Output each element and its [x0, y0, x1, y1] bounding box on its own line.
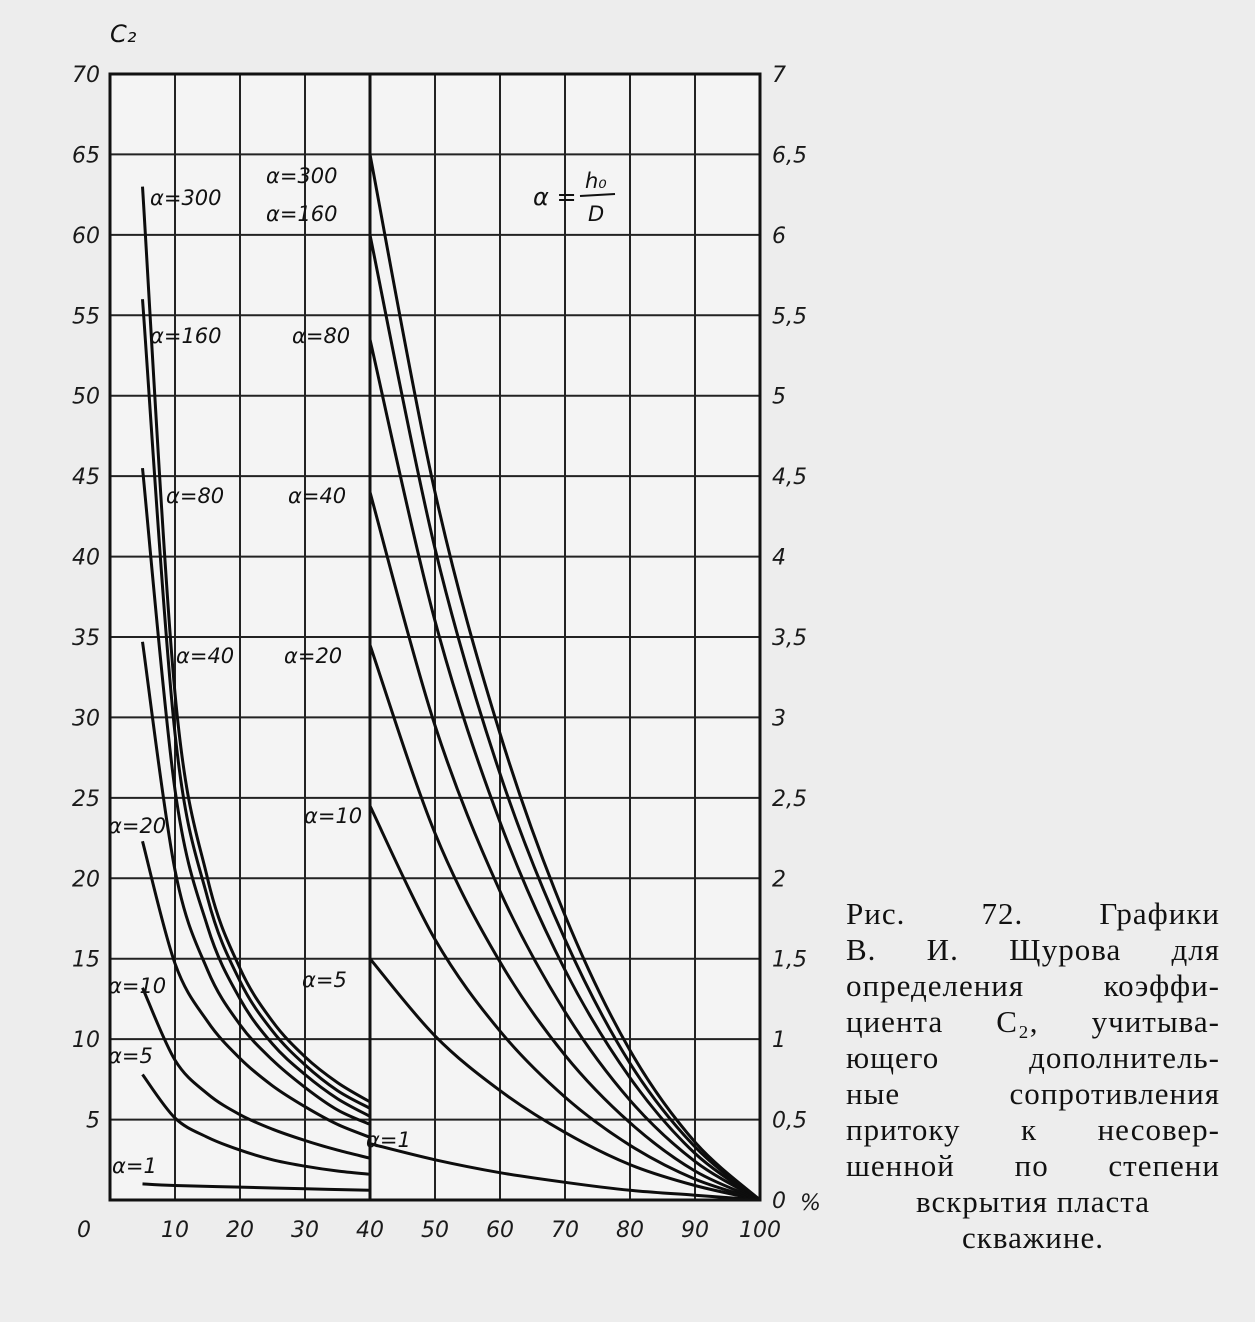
y-right-tick-label: 0: [772, 1189, 786, 1214]
x-unit-label: %: [800, 1191, 821, 1216]
caption-line: шенной по степени: [846, 1148, 1220, 1183]
caption-line: Рис. 72. Графики: [846, 896, 1220, 931]
curve-label-left: α=1: [112, 1154, 157, 1178]
y-left-tick-label: 35: [72, 626, 100, 651]
curve-label-right: α=20: [284, 644, 343, 668]
y-right-tick-label: 1,5: [772, 947, 807, 973]
y-left-tick-label: 45: [72, 465, 100, 491]
curve-label-right: α=300: [266, 164, 338, 188]
caption-line: циента C₂, учитыва-: [846, 1004, 1220, 1039]
formula-lhs: α =: [533, 183, 577, 211]
y-right-tick-label: 3,5: [772, 626, 807, 651]
y-left-tick-label: 40: [72, 545, 100, 571]
x-tick-label: 60: [486, 1218, 514, 1243]
curve-label-left: α=10: [108, 974, 167, 998]
y-right-tick-label: 7: [772, 63, 786, 88]
x-tick-label: 80: [616, 1218, 644, 1243]
curve-label-right: α=80: [292, 324, 351, 348]
curve-label-right: α=40: [288, 484, 347, 508]
curve-label-left: α=20: [108, 814, 167, 838]
y-left-tick-label: 5: [86, 1108, 100, 1134]
y-right-tick-label: 6,5: [772, 143, 807, 169]
x-tick-label: 30: [291, 1218, 319, 1243]
x-tick-label: 40: [356, 1218, 384, 1243]
y-right-tick-labels: [772, 63, 807, 1214]
curve-label-right: α=160: [266, 202, 338, 226]
caption-line: ющего дополнитель-: [846, 1040, 1220, 1075]
y-left-tick-label: 65: [72, 143, 100, 169]
y-left-tick-label: 70: [72, 63, 100, 88]
x-tick-labels: [77, 1218, 781, 1243]
figure-caption: [846, 896, 1220, 1256]
y-left-tick-label: 15: [72, 947, 100, 973]
curve-label-left: α=80: [166, 484, 225, 508]
caption-line: определения коэффи-: [846, 968, 1220, 1003]
y-left-tick-label: 20: [72, 867, 100, 893]
y-right-tick-label: 4: [772, 545, 786, 571]
y-right-tick-label: 5: [772, 384, 786, 410]
y-axis-title: C₂: [110, 20, 137, 48]
x-tick-label: 10: [161, 1218, 189, 1243]
y-right-tick-label: 5,5: [772, 304, 807, 330]
y-left-tick-label: 30: [72, 706, 100, 732]
caption-line: скважине.: [962, 1220, 1104, 1255]
caption-line: ные сопротивления: [846, 1076, 1220, 1111]
curve-label-right: α=1: [366, 1128, 411, 1152]
curve-label-left: α=160: [150, 324, 222, 348]
x-tick-label: 70: [551, 1218, 579, 1243]
x-tick-label: 0: [77, 1218, 91, 1243]
y-left-tick-label: 25: [72, 786, 100, 812]
y-right-tick-label: 0,5: [772, 1108, 807, 1134]
x-tick-label: 50: [421, 1218, 449, 1243]
curve-label-left: α=300: [150, 186, 222, 210]
y-right-tick-label: 3: [772, 706, 786, 732]
y-left-tick-label: 55: [72, 304, 100, 330]
y-right-tick-label: 6: [772, 223, 786, 249]
y-left-tick-label: 10: [72, 1028, 100, 1054]
caption-line: В. И. Щурова для: [846, 932, 1220, 967]
x-tick-label: 20: [226, 1218, 254, 1243]
formula-numerator: h₀: [585, 169, 607, 193]
x-tick-label: 90: [681, 1218, 709, 1243]
x-tick-label: 100: [739, 1218, 781, 1243]
y-right-tick-label: 4,5: [772, 465, 807, 491]
formula-denominator: D: [588, 202, 605, 226]
y-left-tick-label: 60: [72, 223, 100, 249]
y-left-tick-label: 50: [72, 384, 100, 410]
curve-label-right: α=5: [302, 968, 347, 992]
curve-label-left: α=40: [176, 644, 235, 668]
y-right-tick-label: 2: [772, 867, 786, 893]
curve-label-right: α=10: [304, 804, 363, 828]
y-right-tick-label: 1: [772, 1028, 786, 1054]
curve-label-left: α=5: [108, 1044, 153, 1068]
caption-line: притоку к несовер-: [846, 1112, 1220, 1147]
y-right-tick-label: 2,5: [772, 786, 807, 812]
y-left-tick-labels: [72, 63, 100, 1134]
caption-line: вскрытия пласта: [915, 1184, 1150, 1219]
